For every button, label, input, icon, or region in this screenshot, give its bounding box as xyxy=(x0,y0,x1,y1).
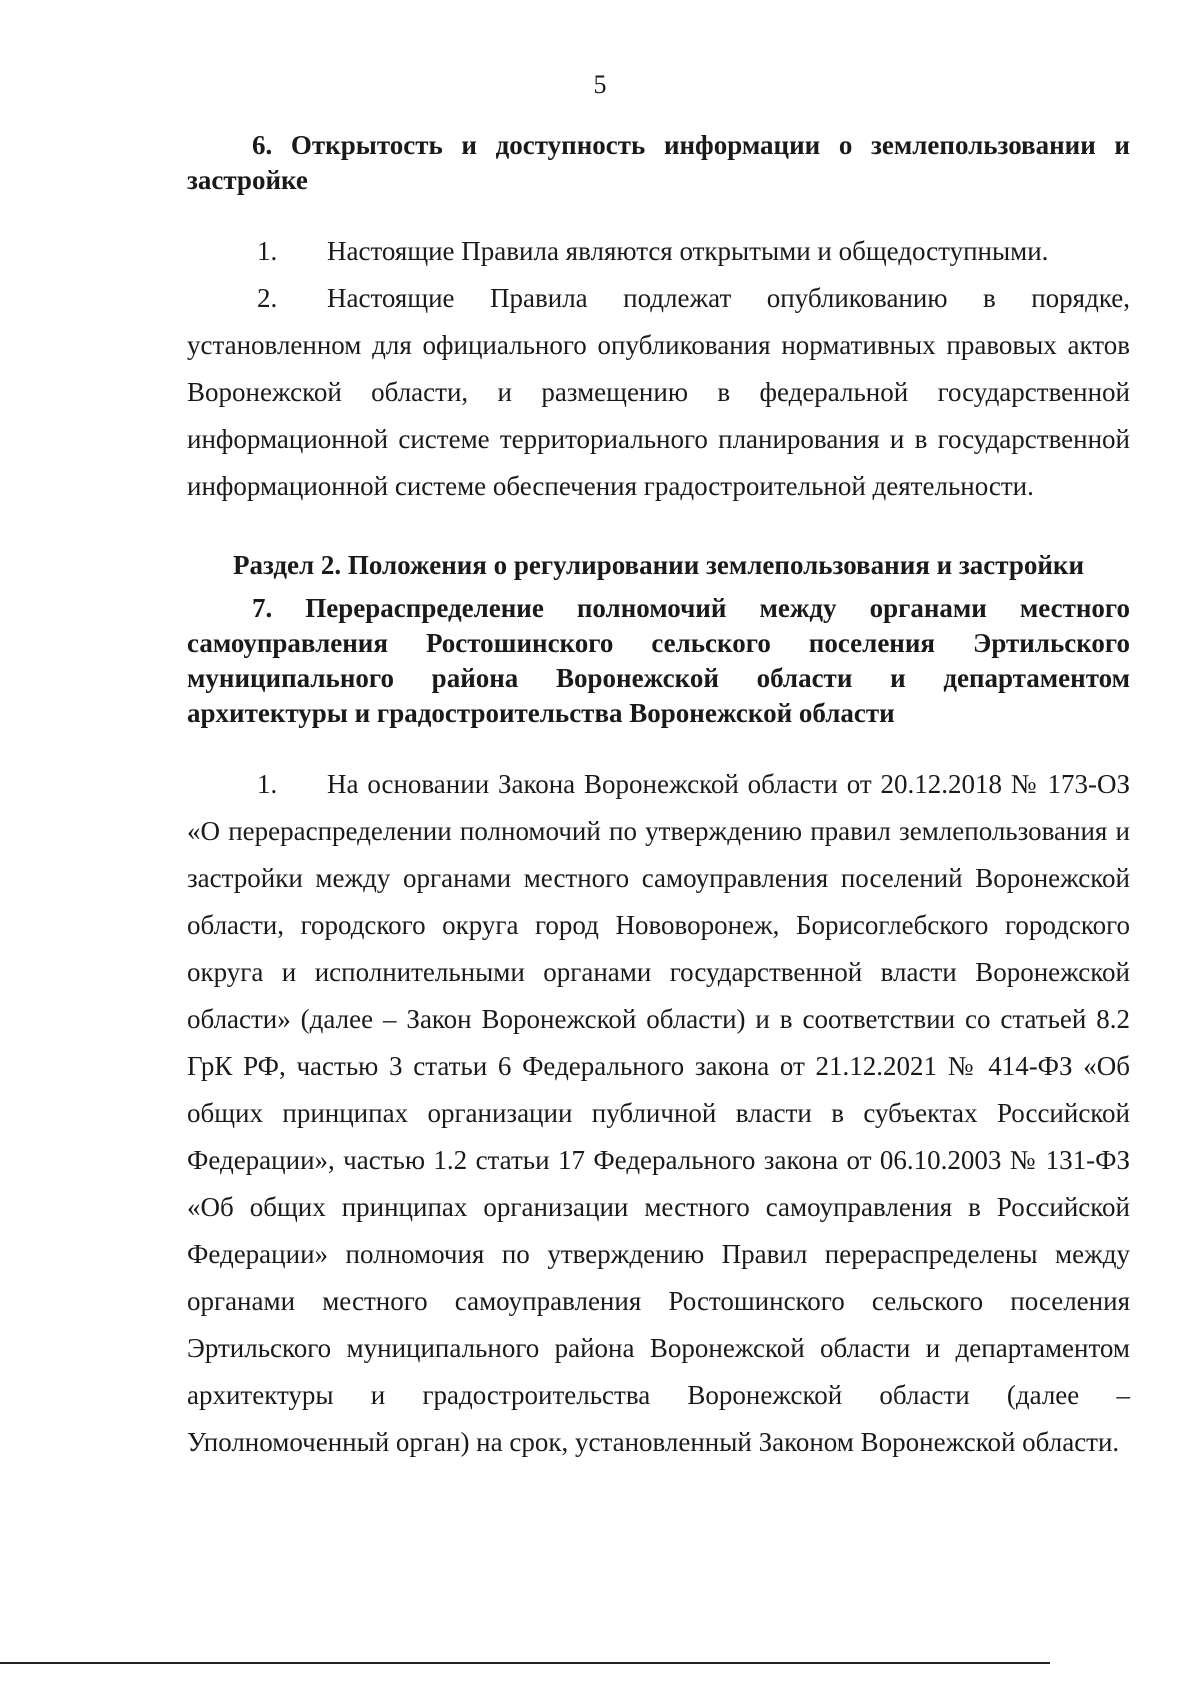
section-2-title: Раздел 2. Положения о регулировании землепользования и застройки xyxy=(232,550,1085,580)
bottom-rule xyxy=(0,1662,1050,1664)
article-6-heading xyxy=(187,128,1130,198)
item-number: 1. xyxy=(257,769,278,799)
page-number: 5 xyxy=(593,70,607,99)
item-text: Настоящие Правила подлежат опубликованию в порядке, установленном для официального опубликования нормативных правовых актов Воронежской области, и размещению в федеральной государственной информационной системе территориального планирования и в государственной информационной системе обеспечения градостроительной деятельности. xyxy=(187,283,1130,501)
article-6-heading-text: 6. Открытость и доступность информации о землепользовании и застройке xyxy=(187,130,1130,195)
article-6-item-2 xyxy=(187,275,1130,510)
item-text: Настоящие Правила являются открытыми и общедоступными. xyxy=(327,236,1049,266)
item-number: 2. xyxy=(257,283,278,313)
item-number: 1. xyxy=(257,236,278,266)
article-7-heading xyxy=(187,591,1130,731)
document-body xyxy=(187,128,1130,1466)
article-7-heading-text: 7. Перераспределение полномочий между органами местного самоуправления Ростошинского сельского поселения Эртильского муниципального района Воронежской области и департаментом архитектуры и градостроительства Воронежской области xyxy=(187,593,1130,728)
item-text: На основании Закона Воронежской области от 20.12.2018 № 173-ОЗ «О перераспределении полномочий по утверждению правил землепользования и застройки между органами местного самоуправления поселений Воронежской области, городского округа город Нововоронеж, Борисоглебского городского округа и исполнительными органами государственной власти Воронежской области» (далее – Закон Воронежской области) и в соответствии со статьей 8.2 ГрК РФ, частью 3 статьи 6 Федерального закона от 21.12.2021 № 414-ФЗ «Об общих принципах организации публичной власти в субъектах Российской Федерации», частью 1.2 статьи 17 Федерального закона от 06.10.2003 № 131-ФЗ «Об общих принципах организации местного самоуправления в Российской Федерации» полномочия по утверждению Правил перераспределены между органами местного самоуправления Ростошинского сельского поселения Эртильского муниципального района Воронежской области и департаментом архитектуры и градостроительства Воронежской области (далее – Уполномоченный орган) на срок, установленный Законом Воронежской области. xyxy=(187,769,1130,1457)
article-6-item-1 xyxy=(187,228,1130,275)
article-7-item-1 xyxy=(187,761,1130,1466)
